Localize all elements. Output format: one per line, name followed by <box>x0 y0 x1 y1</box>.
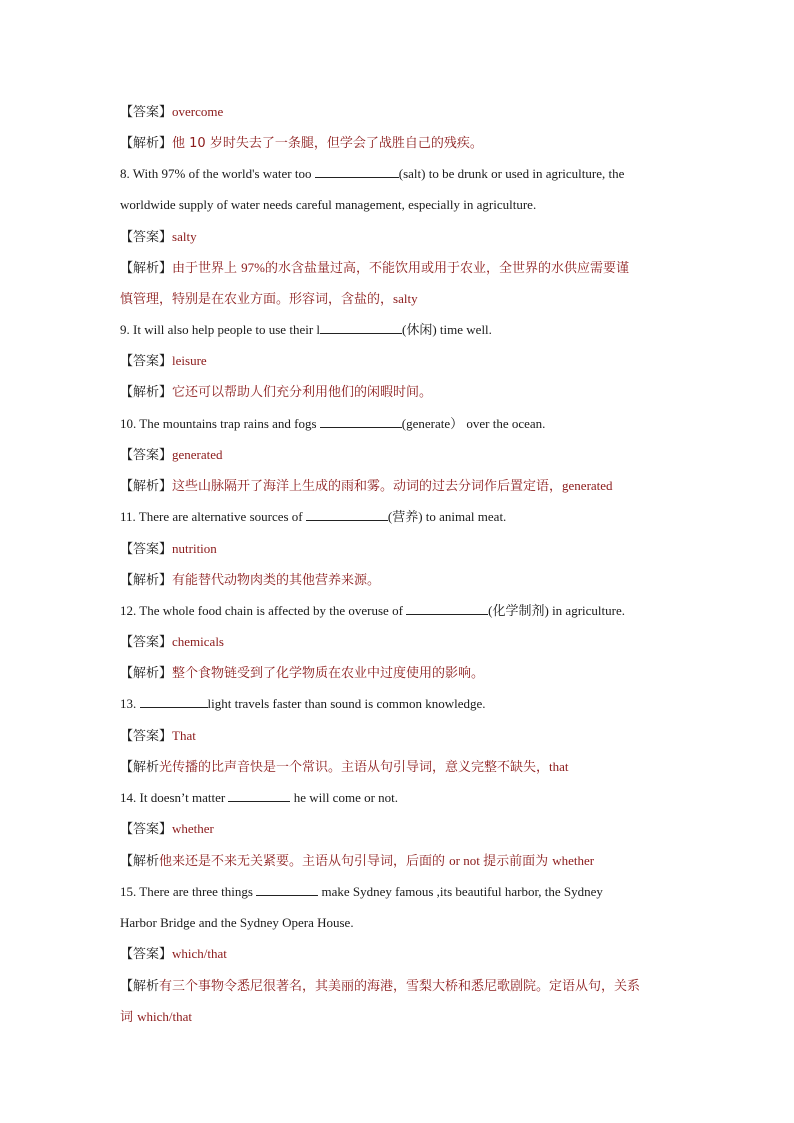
analysis-text: 有三个事物令悉尼很著名，其美丽的海港，雪梨大桥和悉尼歌剧院。定语从句，关系 <box>159 979 641 994</box>
answer-text: That <box>172 728 196 743</box>
analysis-text: 的水含盐量过高，不能饮用或用于农业，全世界的水供应需要谨 <box>265 261 630 276</box>
analysis-8 <box>120 259 694 278</box>
answer-text: salty <box>172 229 197 244</box>
answer-7 <box>120 103 694 122</box>
analysis-label: 【解析】 <box>120 261 173 276</box>
answer-text: which/that <box>172 946 227 961</box>
analysis-text: or not <box>449 853 484 868</box>
answer-label: 【答案】 <box>120 230 173 245</box>
answer-blank <box>140 695 208 708</box>
analysis-8-line2 <box>120 290 694 309</box>
analysis-label: 【解析】 <box>120 385 173 400</box>
question-text: 14. It doesn’t matter <box>120 790 229 805</box>
question-text: 15. There are three things <box>120 884 257 899</box>
question-10 <box>120 415 694 433</box>
question-text: (休闲) time well. <box>402 322 492 337</box>
question-8 <box>120 165 694 183</box>
answer-12 <box>120 633 694 652</box>
analysis-label: 【解析 <box>120 760 160 775</box>
analysis-13 <box>120 758 694 777</box>
analysis-text: 整个食物链受到了化学物质在农业中过度使用的影响。 <box>172 666 485 681</box>
question-14 <box>120 789 694 807</box>
answer-text: overcome <box>172 104 224 119</box>
analysis-label: 【解析】 <box>120 573 173 588</box>
analysis-text: 它还可以帮助人们充分利用他们的闲暇时间。 <box>172 385 433 400</box>
analysis-text: 这些山脉隔开了海洋上生成的雨和雾。动词的过去分词作后置定语， <box>172 479 563 494</box>
answer-9 <box>120 352 694 371</box>
question-8-line2 <box>120 196 694 214</box>
question-15 <box>120 883 694 901</box>
answer-blank <box>406 602 488 615</box>
answer-blank <box>306 508 388 521</box>
answer-label: 【答案】 <box>120 822 173 837</box>
question-11 <box>120 508 694 526</box>
answer-15 <box>120 945 694 964</box>
answer-8 <box>120 228 694 247</box>
analysis-text: 97% <box>241 260 265 275</box>
analysis-14 <box>120 852 694 871</box>
answer-text: whether <box>172 821 214 836</box>
analysis-label: 【解析 <box>120 854 160 869</box>
analysis-text: 光传播的比声音快是一个常识。主语从句引导词，意义完整不缺失， <box>159 760 550 775</box>
answer-label: 【答案】 <box>120 354 173 369</box>
answer-text: generated <box>172 447 223 462</box>
question-13 <box>120 695 694 713</box>
question-text: 8. With 97% of the world's water too <box>120 166 315 181</box>
answer-label: 【答案】 <box>120 635 173 650</box>
answer-blank <box>320 321 402 334</box>
answer-label: 【答案】 <box>120 947 173 962</box>
question-text: light travels faster than sound is common knowledge. <box>207 696 486 711</box>
answer-13 <box>120 727 694 746</box>
answer-text: leisure <box>172 353 207 368</box>
analysis-text: which/that <box>137 1009 193 1024</box>
analysis-11 <box>120 571 694 590</box>
question-text: (营养) to animal meat. <box>387 509 507 524</box>
answer-10 <box>120 446 694 465</box>
answer-label: 【答案】 <box>120 105 173 120</box>
question-text: 12. The whole food chain is affected by the overuse of <box>120 603 407 618</box>
answer-label: 【答案】 <box>120 542 173 557</box>
question-text: 10. The mountains trap rains and fogs <box>120 416 320 431</box>
analysis-label: 【解析】 <box>120 666 173 681</box>
question-9 <box>120 321 694 339</box>
analysis-label: 【解析】 <box>120 479 173 494</box>
analysis-15 <box>120 977 694 996</box>
question-text: 9. It will also help people to use their l <box>120 322 321 337</box>
analysis-10 <box>120 477 694 496</box>
question-text: (generate） over the ocean. <box>401 416 546 431</box>
question-text: he will come or not. <box>290 790 399 805</box>
analysis-text: 有能替代动物肉类的其他营养来源。 <box>172 573 381 588</box>
answer-text: chemicals <box>172 634 224 649</box>
answer-blank <box>256 883 318 896</box>
question-text: (salt) to be drunk or used in agriculture, the <box>398 166 625 181</box>
question-text: worldwide supply of water needs careful management, especially in agriculture. <box>120 197 537 212</box>
answer-label: 【答案】 <box>120 729 173 744</box>
question-15-line2 <box>120 914 694 932</box>
analysis-label: 【解析】 <box>120 136 173 151</box>
answer-blank <box>315 165 399 178</box>
answer-blank <box>320 415 402 428</box>
analysis-label: 【解析 <box>120 979 160 994</box>
answer-label: 【答案】 <box>120 448 173 463</box>
analysis-text: 慎管理，特别是在农业方面。形容词，含盐的， <box>120 292 394 307</box>
analysis-7 <box>120 134 694 153</box>
analysis-9 <box>120 383 694 402</box>
analysis-text: 提示前面为 <box>483 854 553 869</box>
question-12 <box>120 602 694 620</box>
answer-14 <box>120 820 694 839</box>
analysis-text: 词 <box>120 1010 138 1025</box>
analysis-text: 他来还是不来无关紧要。主语从句引导词，后面的 <box>159 854 450 869</box>
answer-text: nutrition <box>172 541 217 556</box>
analysis-12 <box>120 664 694 683</box>
question-text: Harbor Bridge and the Sydney Opera House. <box>120 915 354 930</box>
analysis-text: that <box>549 759 569 774</box>
analysis-text: generated <box>562 478 613 493</box>
answer-blank <box>228 789 290 802</box>
analysis-15-line2 <box>120 1008 694 1027</box>
analysis-text: 他 10 岁时失去了一条腿，但学会了战胜自己的残疾。 <box>172 136 483 151</box>
question-text: 13. <box>120 696 140 711</box>
question-text: 11. There are alternative sources of <box>120 509 306 524</box>
answer-11 <box>120 540 694 559</box>
analysis-text: whether <box>552 853 595 868</box>
analysis-text: salty <box>393 291 418 306</box>
analysis-text: 由于世界上 <box>172 261 242 276</box>
question-text: (化学制剂) in agriculture. <box>488 603 625 618</box>
question-text: make Sydney famous ,its beautiful harbor, the Sydney <box>318 884 603 899</box>
